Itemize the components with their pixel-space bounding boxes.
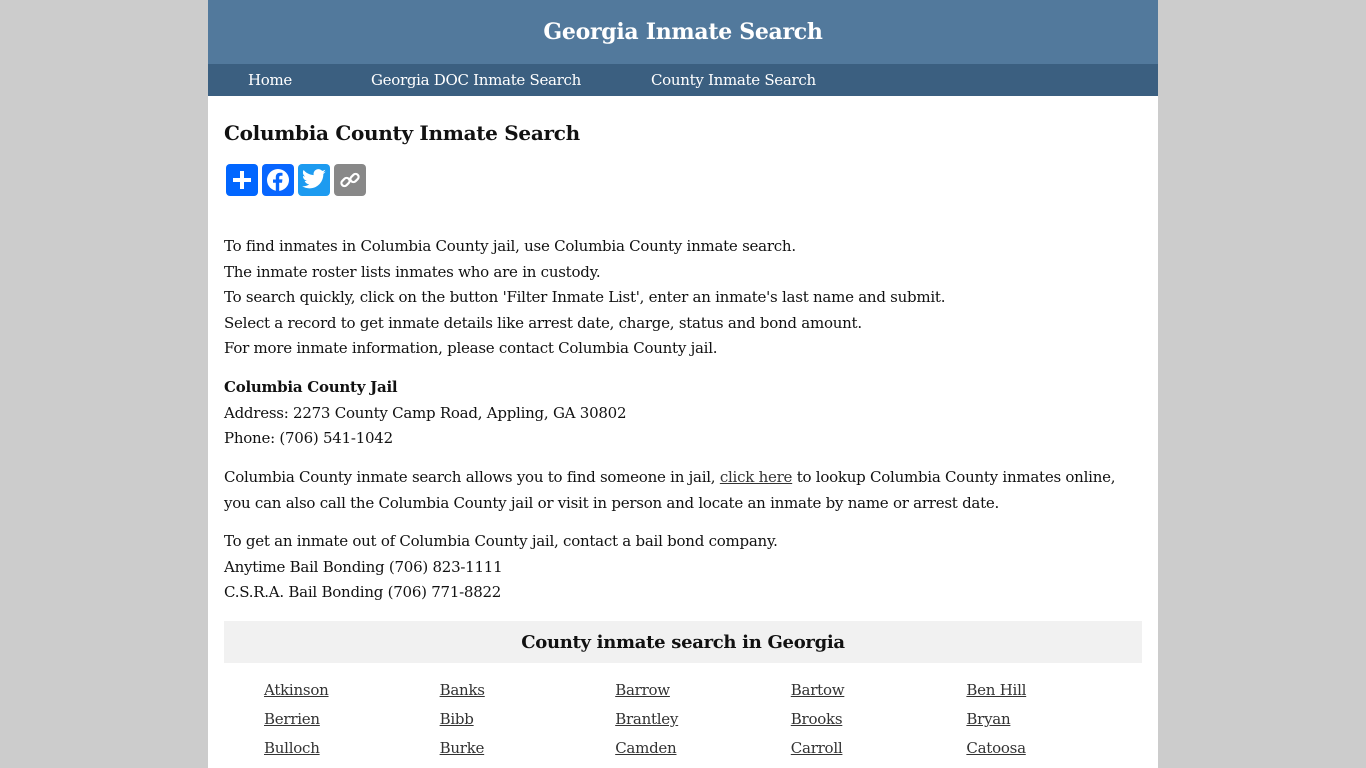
share-buttons	[226, 164, 366, 196]
main-nav	[208, 64, 1158, 96]
facebook-icon	[265, 167, 291, 193]
bail-company: C.S.R.A. Bail Bonding (706) 771-8822	[224, 583, 502, 602]
page-container	[208, 0, 1158, 768]
bail-company: Anytime Bail Bonding (706) 823-1111	[224, 557, 503, 576]
search-paragraph	[224, 465, 1142, 516]
jail-name: Columbia County Jail	[224, 378, 398, 396]
nav-georgia-doc-inmate-search[interactable]: Georgia DOC Inmate Search	[371, 71, 581, 89]
twitter-icon	[301, 169, 327, 191]
county-link[interactable]: Catoosa	[966, 739, 1026, 757]
search-para-text: Columbia County inmate search allows you to find someone in jail,	[224, 468, 720, 486]
bail-intro: To get an inmate out of Columbia County jail, contact a bail bond company.	[224, 532, 778, 550]
share-button[interactable]	[226, 164, 258, 196]
county-link[interactable]: Ben Hill	[966, 681, 1027, 699]
bail-info	[224, 529, 1142, 606]
intro-text	[224, 234, 1142, 362]
county-link[interactable]: Brooks	[790, 710, 843, 728]
nav-county-inmate-search[interactable]: County Inmate Search	[651, 71, 816, 89]
nav-home[interactable]: Home	[248, 71, 293, 89]
copy-link-button[interactable]	[334, 164, 366, 196]
county-link[interactable]: Brantley	[615, 710, 679, 728]
jail-address: Address: 2273 County Camp Road, Appling, GA 30802	[224, 403, 627, 422]
county-link[interactable]: Burke	[439, 739, 485, 757]
jail-info	[224, 375, 1142, 452]
link-icon	[338, 168, 362, 192]
intro-line: The inmate roster lists inmates who are in custody.	[224, 262, 601, 281]
county-link[interactable]: Bulloch	[264, 739, 320, 757]
facebook-share-button[interactable]	[262, 164, 294, 196]
plus-icon	[231, 169, 253, 191]
search-para-text: to lookup Columbia County inmates online, you can also call the Columbia County jail or visit in person and locate an inmate by name or arrest date.	[224, 468, 1116, 512]
county-link[interactable]: Carroll	[790, 739, 843, 757]
county-links-grid	[264, 680, 1142, 758]
intro-line: To find inmates in Columbia County jail, use Columbia County inmate search.	[224, 237, 796, 255]
twitter-share-button[interactable]	[298, 164, 330, 196]
county-link[interactable]: Banks	[439, 681, 485, 699]
county-link[interactable]: Bibb	[439, 710, 474, 728]
county-link[interactable]: Berrien	[264, 710, 320, 728]
county-link[interactable]: Barrow	[615, 681, 670, 699]
intro-line: For more inmate information, please contact Columbia County jail.	[224, 339, 718, 358]
site-header	[208, 0, 1158, 64]
site-title[interactable]: Georgia Inmate Search	[543, 19, 823, 45]
intro-line: To search quickly, click on the button 'Filter Inmate List', enter an inmate's last name and submit.	[224, 288, 946, 307]
county-section-title: County inmate search in Georgia	[224, 621, 1142, 663]
click-here-link[interactable]: click here	[719, 468, 793, 486]
jail-phone: Phone: (706) 541-1042	[224, 429, 393, 448]
county-link[interactable]: Bartow	[790, 681, 845, 699]
intro-line: Select a record to get inmate details like arrest date, charge, status and bond amount.	[224, 313, 862, 332]
page-title: Columbia County Inmate Search	[224, 121, 580, 145]
county-link[interactable]: Atkinson	[264, 681, 329, 699]
county-link[interactable]: Camden	[615, 739, 677, 757]
county-link[interactable]: Bryan	[966, 710, 1011, 728]
